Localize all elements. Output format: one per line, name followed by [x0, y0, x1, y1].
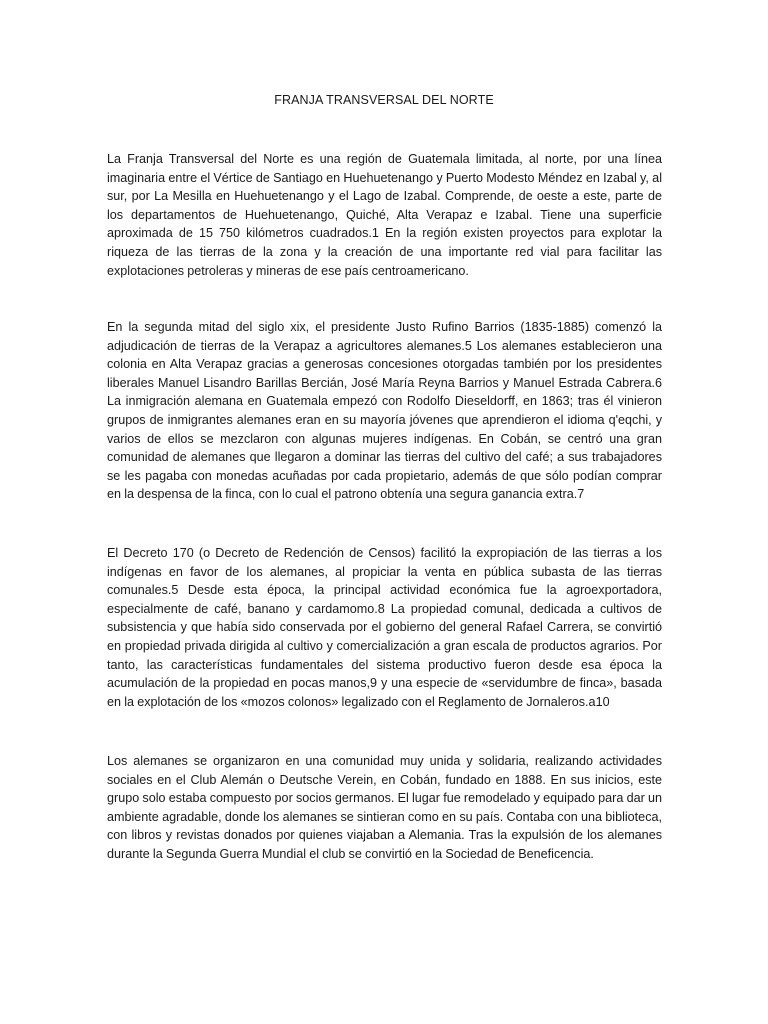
- paragraph-1: La Franja Transversal del Norte es una región de Guatemala limitada, al norte, por una línea imaginaria entre el Vértice de Santiago en Huehuetenango y Puerto Modesto Méndez en Izabal y, al sur, por La Mesilla en Huehuetenango y el Lago de Izabal. Comprende, de oeste a este, parte de los departamentos de Huehuetenango, Quiché, Alta Verapaz e Izabal. Tiene una superficie aproximada de 15 750 kilómetros cuadrados.1 En la región existen proyectos para explotar la riqueza de las tierras de la zona y la creación de una importante red vial para facilitar las explotaciones petroleras y mineras de ese país centroamericano.: [107, 152, 662, 278]
- paragraph-4: Los alemanes se organizaron en una comunidad muy unida y solidaria, realizando actividades sociales en el Club Alemán o Deutsche Verein, en Cobán, fundado en 1888. En sus inicios, este grupo solo estaba compuesto por socios germanos. El lugar fue remodelado y equipado para dar un ambiente agradable, donde los alemanes se sintieran como en su país. Contaba con una biblioteca, con libros y revistas donados por quienes viajaban a Alemania. Tras la expulsión de los alemanes durante la Segunda Guerra Mundial el club se convirtió en la Sociedad de Beneficencia.: [107, 754, 662, 861]
- paragraph-3: El Decreto 170 (o Decreto de Redención de Censos) facilitó la expropiación de las tierras a los indígenas en favor de los alemanes, al propiciar la venta en pública subasta de las tierras comunales.5 Desde esta época, la principal actividad económica fue la agroexportadora, especialmente de café, banano y cardamomo.8 La propiedad comunal, dedicada a cultivos de subsistencia y que había sido conservada por el gobierno del general Rafael Carrera, se convirtió en propiedad privada dirigida al cultivo y comercialización a gran escala de productos agrarios. Por tanto, las características fundamentales del sistema productivo fueron desde esa época la acumulación de la propiedad en pocas manos,9 y una especie de «servidumbre de finca», basada en la explotación de los «mozos colonos» legalizado con el Reglamento de Jornaleros.a10: [107, 546, 662, 709]
- document-title: FRANJA TRANSVERSAL DEL NORTE: [274, 93, 494, 107]
- paragraph-2: En la segunda mitad del siglo xix, el presidente Justo Rufino Barrios (1835-1885) comenzó la adjudicación de tierras de la Verapaz a agricultores alemanes.5 Los alemanes establecieron una colonia en Alta Verapaz gracias a generosas concesiones otorgadas también por los presidentes liberales Manuel Lisandro Barillas Bercián, José María Reyna Barrios y Manuel Estrada Cabrera.6 La inmigración alemana en Guatemala empezó con Rodolfo Dieseldorff, en 1863; tras él vinieron grupos de inmigrantes alemanes eran en su mayoría jóvenes que aprendieron el idioma q'eqchi, y varios de ellos se mezclaron con algunas mujeres indígenas. En Cobán, se centró una gran comunidad de alemanes que llegaron a dominar las tierras del cultivo del café; a sus trabajadores se les pagaba con monedas acuñadas por cada propietario, además de que sólo podían comprar en la despensa de la finca, con lo cual el patrono obtenía una segura ganancia extra.7: [107, 320, 662, 502]
